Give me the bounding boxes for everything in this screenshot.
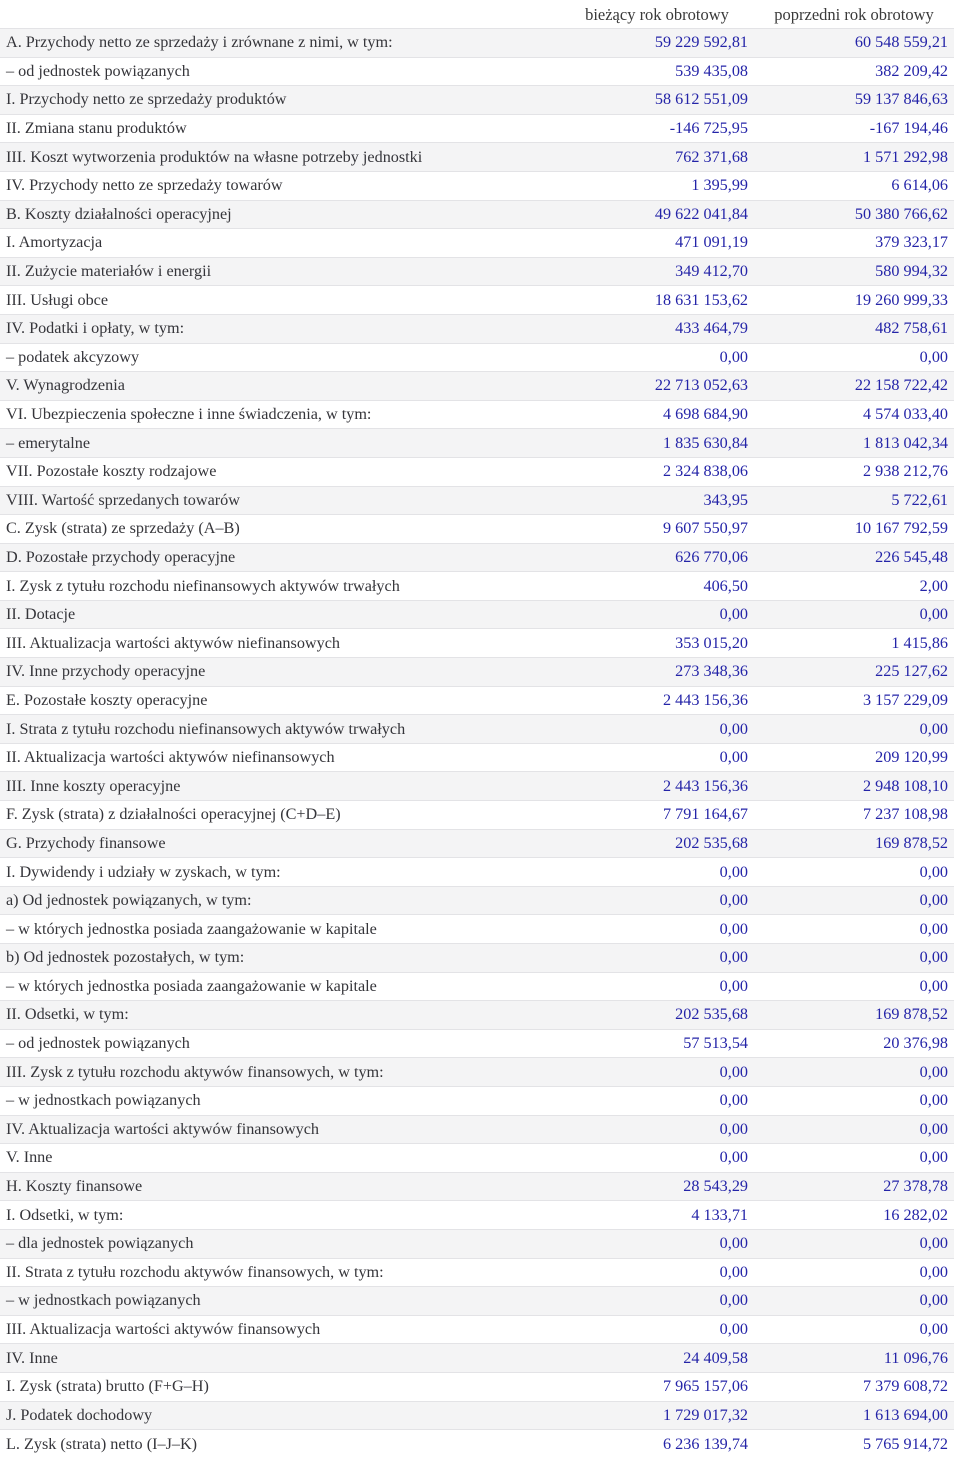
row-value-previous-year: 16 282,02 (754, 1201, 954, 1230)
row-label: H. Koszty finansowe (0, 1172, 560, 1201)
column-header-previous-year: poprzedni rok obrotowy (754, 0, 954, 29)
table-row (0, 429, 954, 458)
table-row (0, 200, 954, 229)
table-row (0, 114, 954, 143)
row-value-previous-year: 2,00 (754, 572, 954, 601)
row-label: I. Zysk z tytułu rozchodu niefinansowych aktywów trwałych (0, 572, 560, 601)
row-value-current-year: -146 725,95 (560, 114, 754, 143)
row-value-previous-year: 0,00 (754, 1315, 954, 1344)
row-label: – podatek akcyzowy (0, 343, 560, 372)
row-value-previous-year: 0,00 (754, 1229, 954, 1258)
table-row (0, 457, 954, 486)
row-value-previous-year: 6 614,06 (754, 171, 954, 200)
row-value-previous-year: 209 120,99 (754, 743, 954, 772)
row-value-current-year: 0,00 (560, 1258, 754, 1287)
column-header-current-year: bieżący rok obrotowy (560, 0, 754, 29)
table-row (0, 1315, 954, 1344)
row-value-current-year: 0,00 (560, 944, 754, 973)
row-value-current-year: 22 713 052,63 (560, 372, 754, 401)
row-value-previous-year: 482 758,61 (754, 314, 954, 343)
table-row (0, 715, 954, 744)
row-label: – od jednostek powiązanych (0, 57, 560, 86)
table-row (0, 257, 954, 286)
table-row (0, 886, 954, 915)
row-value-current-year: 57 513,54 (560, 1029, 754, 1058)
table-header-row (0, 0, 954, 29)
row-label: J. Podatek dochodowy (0, 1401, 560, 1430)
row-value-previous-year: 1 813 042,34 (754, 429, 954, 458)
row-value-current-year: 1 395,99 (560, 171, 754, 200)
row-value-previous-year: 580 994,32 (754, 257, 954, 286)
column-header-label (0, 0, 560, 29)
row-label: b) Od jednostek pozostałych, w tym: (0, 944, 560, 973)
row-value-previous-year: 1 571 292,98 (754, 143, 954, 172)
row-value-current-year: 0,00 (560, 972, 754, 1001)
row-label: VI. Ubezpieczenia społeczne i inne świadczenia, w tym: (0, 400, 560, 429)
table-row (0, 400, 954, 429)
row-label: VII. Pozostałe koszty rodzajowe (0, 457, 560, 486)
row-value-previous-year: 10 167 792,59 (754, 515, 954, 544)
table-row (0, 629, 954, 658)
row-value-previous-year: 225 127,62 (754, 658, 954, 687)
row-value-current-year: 626 770,06 (560, 543, 754, 572)
row-value-current-year: 24 409,58 (560, 1344, 754, 1373)
row-label: IV. Aktualizacja wartości aktywów finansowych (0, 1115, 560, 1144)
row-label: D. Pozostałe przychody operacyjne (0, 543, 560, 572)
row-value-current-year: 202 535,68 (560, 829, 754, 858)
row-value-previous-year: 22 158 722,42 (754, 372, 954, 401)
row-label: I. Przychody netto ze sprzedaży produktów (0, 86, 560, 115)
table-row (0, 1430, 954, 1458)
row-label: II. Aktualizacja wartości aktywów niefinansowych (0, 743, 560, 772)
row-value-previous-year: 5 765 914,72 (754, 1430, 954, 1458)
table-row (0, 743, 954, 772)
row-value-previous-year: 0,00 (754, 886, 954, 915)
row-value-current-year: 539 435,08 (560, 57, 754, 86)
table-row (0, 658, 954, 687)
row-label: III. Koszt wytworzenia produktów na własne potrzeby jednostki (0, 143, 560, 172)
row-label: VIII. Wartość sprzedanych towarów (0, 486, 560, 515)
row-value-current-year: 1 729 017,32 (560, 1401, 754, 1430)
row-value-previous-year: 1 613 694,00 (754, 1401, 954, 1430)
row-label: – od jednostek powiązanych (0, 1029, 560, 1058)
row-value-previous-year: 0,00 (754, 1287, 954, 1316)
row-value-previous-year: 0,00 (754, 1058, 954, 1087)
row-label: V. Wynagrodzenia (0, 372, 560, 401)
row-label: C. Zysk (strata) ze sprzedaży (A–B) (0, 515, 560, 544)
row-value-previous-year: 169 878,52 (754, 1001, 954, 1030)
row-value-current-year: 1 835 630,84 (560, 429, 754, 458)
table-row (0, 515, 954, 544)
row-label: I. Zysk (strata) brutto (F+G–H) (0, 1372, 560, 1401)
table-row (0, 915, 954, 944)
row-label: I. Amortyzacja (0, 229, 560, 258)
row-value-previous-year: 7 379 608,72 (754, 1372, 954, 1401)
row-label: II. Dotacje (0, 600, 560, 629)
row-label: – emerytalne (0, 429, 560, 458)
row-value-previous-year: 0,00 (754, 972, 954, 1001)
table-row (0, 801, 954, 830)
table-row (0, 686, 954, 715)
row-label: G. Przychody finansowe (0, 829, 560, 858)
table-row (0, 229, 954, 258)
row-value-current-year: 0,00 (560, 600, 754, 629)
row-label: V. Inne (0, 1144, 560, 1173)
table-row (0, 600, 954, 629)
row-value-previous-year: 0,00 (754, 600, 954, 629)
table-row (0, 572, 954, 601)
row-value-current-year: 7 791 164,67 (560, 801, 754, 830)
row-value-current-year: 49 622 041,84 (560, 200, 754, 229)
row-value-previous-year: 0,00 (754, 1086, 954, 1115)
table-body (0, 29, 954, 1458)
row-label: I. Dywidendy i udziały w zyskach, w tym: (0, 858, 560, 887)
row-label: I. Strata z tytułu rozchodu niefinansowych aktywów trwałych (0, 715, 560, 744)
table-row (0, 1287, 954, 1316)
row-value-previous-year: 0,00 (754, 1144, 954, 1173)
row-label: I. Odsetki, w tym: (0, 1201, 560, 1230)
row-label: – w jednostkach powiązanych (0, 1287, 560, 1316)
row-label: a) Od jednostek powiązanych, w tym: (0, 886, 560, 915)
row-value-current-year: 0,00 (560, 858, 754, 887)
row-value-current-year: 4 133,71 (560, 1201, 754, 1230)
table-row (0, 143, 954, 172)
row-value-current-year: 353 015,20 (560, 629, 754, 658)
row-value-current-year: 2 443 156,36 (560, 772, 754, 801)
row-label: L. Zysk (strata) netto (I–J–K) (0, 1430, 560, 1458)
row-value-previous-year: 226 545,48 (754, 543, 954, 572)
row-label: II. Strata z tytułu rozchodu aktywów finansowych, w tym: (0, 1258, 560, 1287)
row-value-previous-year: 1 415,86 (754, 629, 954, 658)
row-value-previous-year: 0,00 (754, 858, 954, 887)
row-value-previous-year: 2 948 108,10 (754, 772, 954, 801)
row-value-current-year: 0,00 (560, 743, 754, 772)
row-value-current-year: 0,00 (560, 886, 754, 915)
row-value-current-year: 349 412,70 (560, 257, 754, 286)
row-value-previous-year: 50 380 766,62 (754, 200, 954, 229)
table-row (0, 1401, 954, 1430)
table-row (0, 972, 954, 1001)
row-label: II. Zmiana stanu produktów (0, 114, 560, 143)
table-row (0, 543, 954, 572)
row-value-current-year: 343,95 (560, 486, 754, 515)
table-row (0, 1001, 954, 1030)
row-value-previous-year: 5 722,61 (754, 486, 954, 515)
table-row (0, 1201, 954, 1230)
row-value-current-year: 0,00 (560, 1115, 754, 1144)
row-value-previous-year: 0,00 (754, 343, 954, 372)
row-label: III. Inne koszty operacyjne (0, 772, 560, 801)
row-label: III. Usługi obce (0, 286, 560, 315)
row-value-current-year: 202 535,68 (560, 1001, 754, 1030)
table-row (0, 57, 954, 86)
table-row (0, 1115, 954, 1144)
row-value-current-year: 762 371,68 (560, 143, 754, 172)
row-value-current-year: 58 612 551,09 (560, 86, 754, 115)
row-value-current-year: 6 236 139,74 (560, 1430, 754, 1458)
row-value-previous-year: 382 209,42 (754, 57, 954, 86)
row-value-current-year: 471 091,19 (560, 229, 754, 258)
table-row (0, 829, 954, 858)
row-value-current-year: 0,00 (560, 915, 754, 944)
row-label: IV. Podatki i opłaty, w tym: (0, 314, 560, 343)
table-row (0, 372, 954, 401)
row-value-current-year: 273 348,36 (560, 658, 754, 687)
table-row (0, 86, 954, 115)
row-value-current-year: 2 443 156,36 (560, 686, 754, 715)
row-label: III. Aktualizacja wartości aktywów finansowych (0, 1315, 560, 1344)
row-value-current-year: 18 631 153,62 (560, 286, 754, 315)
row-value-previous-year: 4 574 033,40 (754, 400, 954, 429)
row-value-previous-year: 0,00 (754, 944, 954, 973)
row-value-previous-year: 11 096,76 (754, 1344, 954, 1373)
row-value-current-year: 0,00 (560, 1058, 754, 1087)
row-value-current-year: 7 965 157,06 (560, 1372, 754, 1401)
row-value-current-year: 0,00 (560, 1287, 754, 1316)
row-label: E. Pozostałe koszty operacyjne (0, 686, 560, 715)
row-value-previous-year: 0,00 (754, 1115, 954, 1144)
row-value-current-year: 28 543,29 (560, 1172, 754, 1201)
row-value-previous-year: 7 237 108,98 (754, 801, 954, 830)
row-value-previous-year: 169 878,52 (754, 829, 954, 858)
row-label: IV. Inne przychody operacyjne (0, 658, 560, 687)
table-row (0, 171, 954, 200)
row-label: – w których jednostka posiada zaangażowanie w kapitale (0, 915, 560, 944)
row-label: A. Przychody netto ze sprzedaży i zrównane z nimi, w tym: (0, 29, 560, 58)
table-row (0, 343, 954, 372)
row-label: – w których jednostka posiada zaangażowanie w kapitale (0, 972, 560, 1001)
row-value-previous-year: 2 938 212,76 (754, 457, 954, 486)
row-value-current-year: 4 698 684,90 (560, 400, 754, 429)
row-value-previous-year: 379 323,17 (754, 229, 954, 258)
row-value-previous-year: 0,00 (754, 715, 954, 744)
table-row (0, 1144, 954, 1173)
row-value-previous-year: 19 260 999,33 (754, 286, 954, 315)
row-value-previous-year: 0,00 (754, 915, 954, 944)
row-value-current-year: 0,00 (560, 715, 754, 744)
table-row (0, 1029, 954, 1058)
row-value-previous-year: 20 376,98 (754, 1029, 954, 1058)
table-row (0, 1344, 954, 1373)
table-header (0, 0, 954, 29)
table-row (0, 1058, 954, 1087)
row-label: – w jednostkach powiązanych (0, 1086, 560, 1115)
table-row (0, 1229, 954, 1258)
row-label: IV. Inne (0, 1344, 560, 1373)
table-row (0, 1258, 954, 1287)
row-value-current-year: 0,00 (560, 1229, 754, 1258)
row-label: III. Aktualizacja wartości aktywów niefinansowych (0, 629, 560, 658)
row-label: IV. Przychody netto ze sprzedaży towarów (0, 171, 560, 200)
row-label: II. Zużycie materiałów i energii (0, 257, 560, 286)
row-value-current-year: 0,00 (560, 1315, 754, 1344)
row-label: F. Zysk (strata) z działalności operacyjnej (C+D–E) (0, 801, 560, 830)
table-row (0, 1086, 954, 1115)
table-row (0, 858, 954, 887)
table-row (0, 314, 954, 343)
row-value-previous-year: 3 157 229,09 (754, 686, 954, 715)
row-value-previous-year: 0,00 (754, 1258, 954, 1287)
table-row (0, 1172, 954, 1201)
row-value-current-year: 0,00 (560, 1086, 754, 1115)
row-value-current-year: 59 229 592,81 (560, 29, 754, 58)
row-label: – dla jednostek powiązanych (0, 1229, 560, 1258)
row-value-current-year: 2 324 838,06 (560, 457, 754, 486)
row-label: II. Odsetki, w tym: (0, 1001, 560, 1030)
row-value-previous-year: 60 548 559,21 (754, 29, 954, 58)
table-row (0, 944, 954, 973)
row-value-previous-year: 59 137 846,63 (754, 86, 954, 115)
table-row (0, 1372, 954, 1401)
table-row (0, 486, 954, 515)
table-row (0, 29, 954, 58)
table-row (0, 286, 954, 315)
row-value-current-year: 0,00 (560, 343, 754, 372)
row-value-previous-year: -167 194,46 (754, 114, 954, 143)
row-value-previous-year: 27 378,78 (754, 1172, 954, 1201)
row-label: B. Koszty działalności operacyjnej (0, 200, 560, 229)
row-value-current-year: 406,50 (560, 572, 754, 601)
row-value-current-year: 433 464,79 (560, 314, 754, 343)
row-value-current-year: 9 607 550,97 (560, 515, 754, 544)
row-value-current-year: 0,00 (560, 1144, 754, 1173)
row-label: III. Zysk z tytułu rozchodu aktywów finansowych, w tym: (0, 1058, 560, 1087)
table-row (0, 772, 954, 801)
